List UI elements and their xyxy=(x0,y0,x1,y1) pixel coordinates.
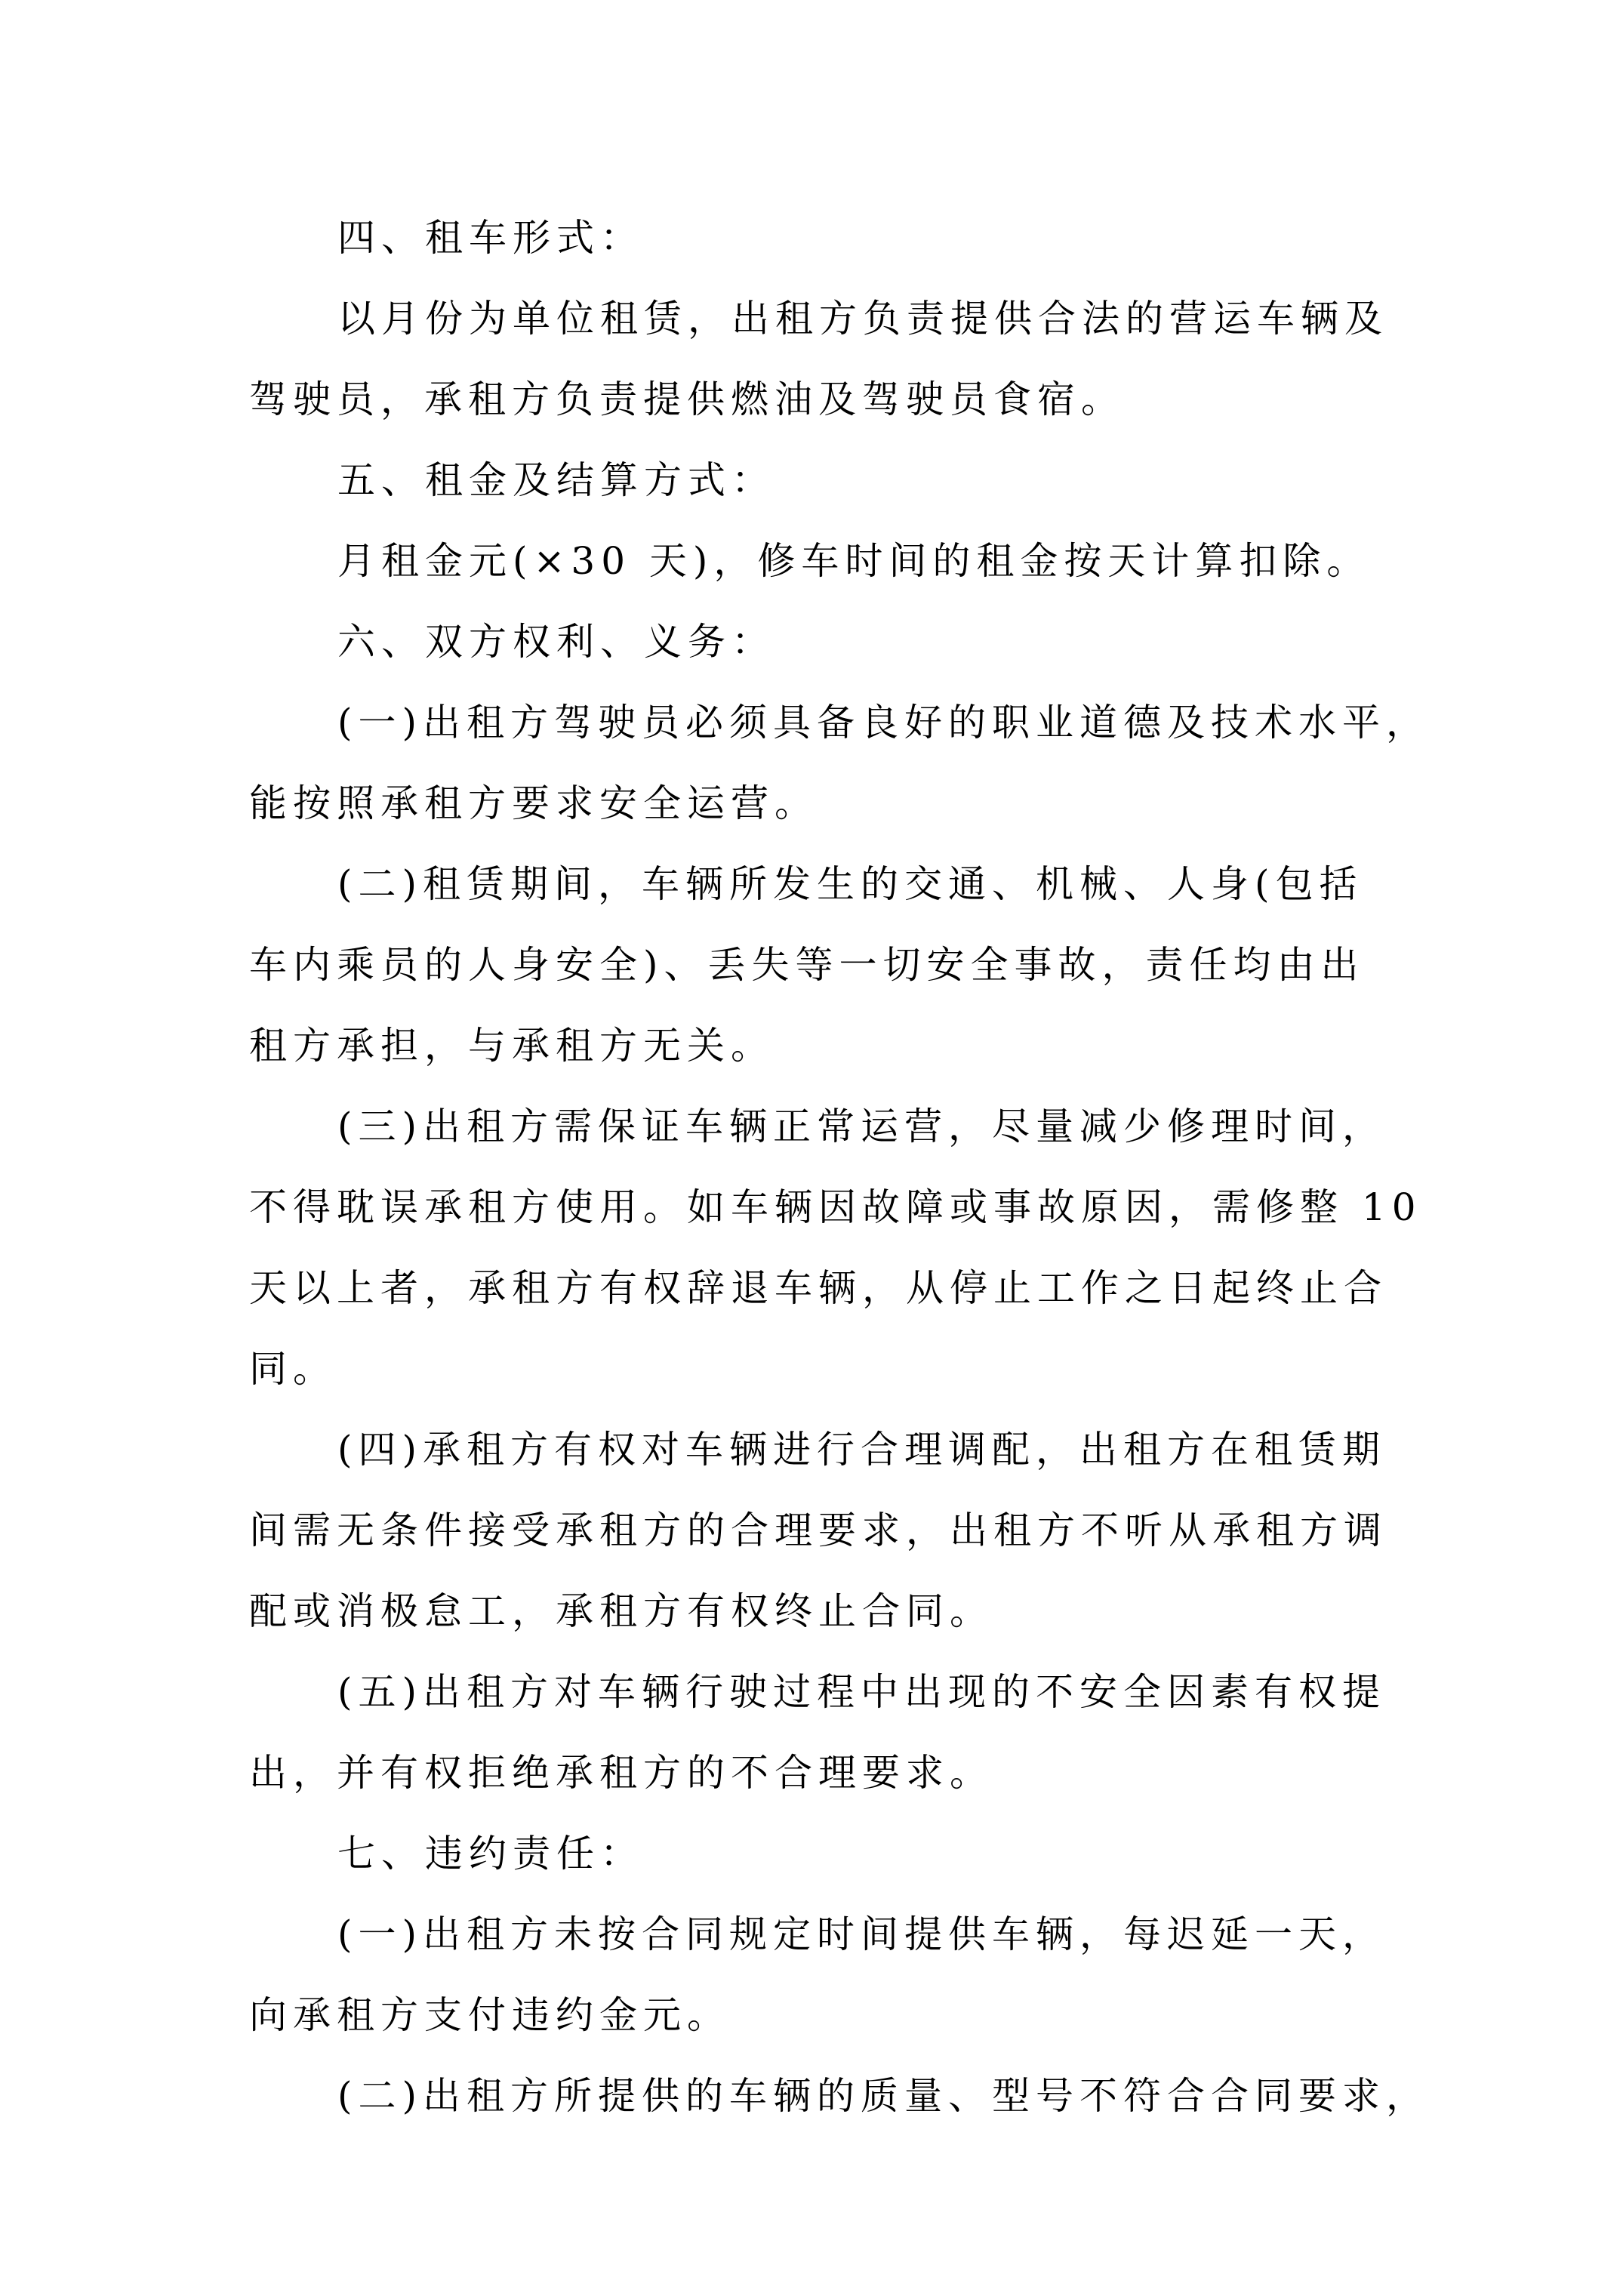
section-heading-rights-obligations: 六、双方权利、义务： xyxy=(337,620,775,664)
clause-line: (五)出租方对车辆行驶过程中出现的不安全因素有权提 xyxy=(337,1670,1387,1714)
paragraph-line: 以月份为单位租赁，出租方负责提供合法的营运车辆及 xyxy=(337,297,1388,341)
clause-line: 车内乘员的人身安全)、丢失等一切安全事故，责任均由出 xyxy=(249,943,1365,987)
paragraph-line: 驾驶员，承租方负责提供燃油及驾驶员食宿。 xyxy=(249,378,1125,421)
clause-line: (一)出租方驾驶员必须具备良好的职业道德及技术水平， xyxy=(337,701,1431,744)
clause-line: 租方承担，与承租方无关。 xyxy=(249,1024,775,1068)
section-heading-rental-form: 四、租车形式： xyxy=(337,216,644,260)
paragraph-line: 月租金元(×30 天)，修车时间的租金按天计算扣除。 xyxy=(337,539,1371,583)
section-heading-rent-settlement: 五、租金及结算方式： xyxy=(337,458,775,502)
clause-line: (一)出租方未按合同规定时间提供车辆，每迟延一天， xyxy=(337,1912,1387,1956)
clause-line: (三)出租方需保证车辆正常运营，尽量减少修理时间， xyxy=(337,1105,1387,1148)
clause-line: 能按照承租方要求安全运营。 xyxy=(249,781,818,825)
clause-line: 出，并有权拒绝承租方的不合理要求。 xyxy=(249,1751,993,1795)
clause-line: 配或消极怠工，承租方有权终止合同。 xyxy=(249,1589,993,1633)
clause-line: 向承租方支付违约金元。 xyxy=(249,1993,731,2037)
clause-line: 间需无条件接受承租方的合理要求，出租方不听从承租方调 xyxy=(249,1509,1387,1552)
clause-line: (四)承租方有权对车辆进行合理调配，出租方在租赁期 xyxy=(337,1428,1387,1472)
clause-line: 天以上者，承租方有权辞退车辆，从停止工作之日起终止合 xyxy=(249,1266,1387,1310)
clause-line: 同。 xyxy=(249,1347,337,1391)
clause-line: (二)租赁期间，车辆所发生的交通、机械、人身(包括 xyxy=(337,862,1363,906)
clause-line: 不得耽误承租方使用。如车辆因故障或事故原因，需修整 10 xyxy=(249,1185,1422,1229)
section-heading-breach-liability: 七、违约责任： xyxy=(337,1832,644,1875)
clause-line: (二)出租方所提供的车辆的质量、型号不符合合同要求， xyxy=(337,2074,1431,2118)
